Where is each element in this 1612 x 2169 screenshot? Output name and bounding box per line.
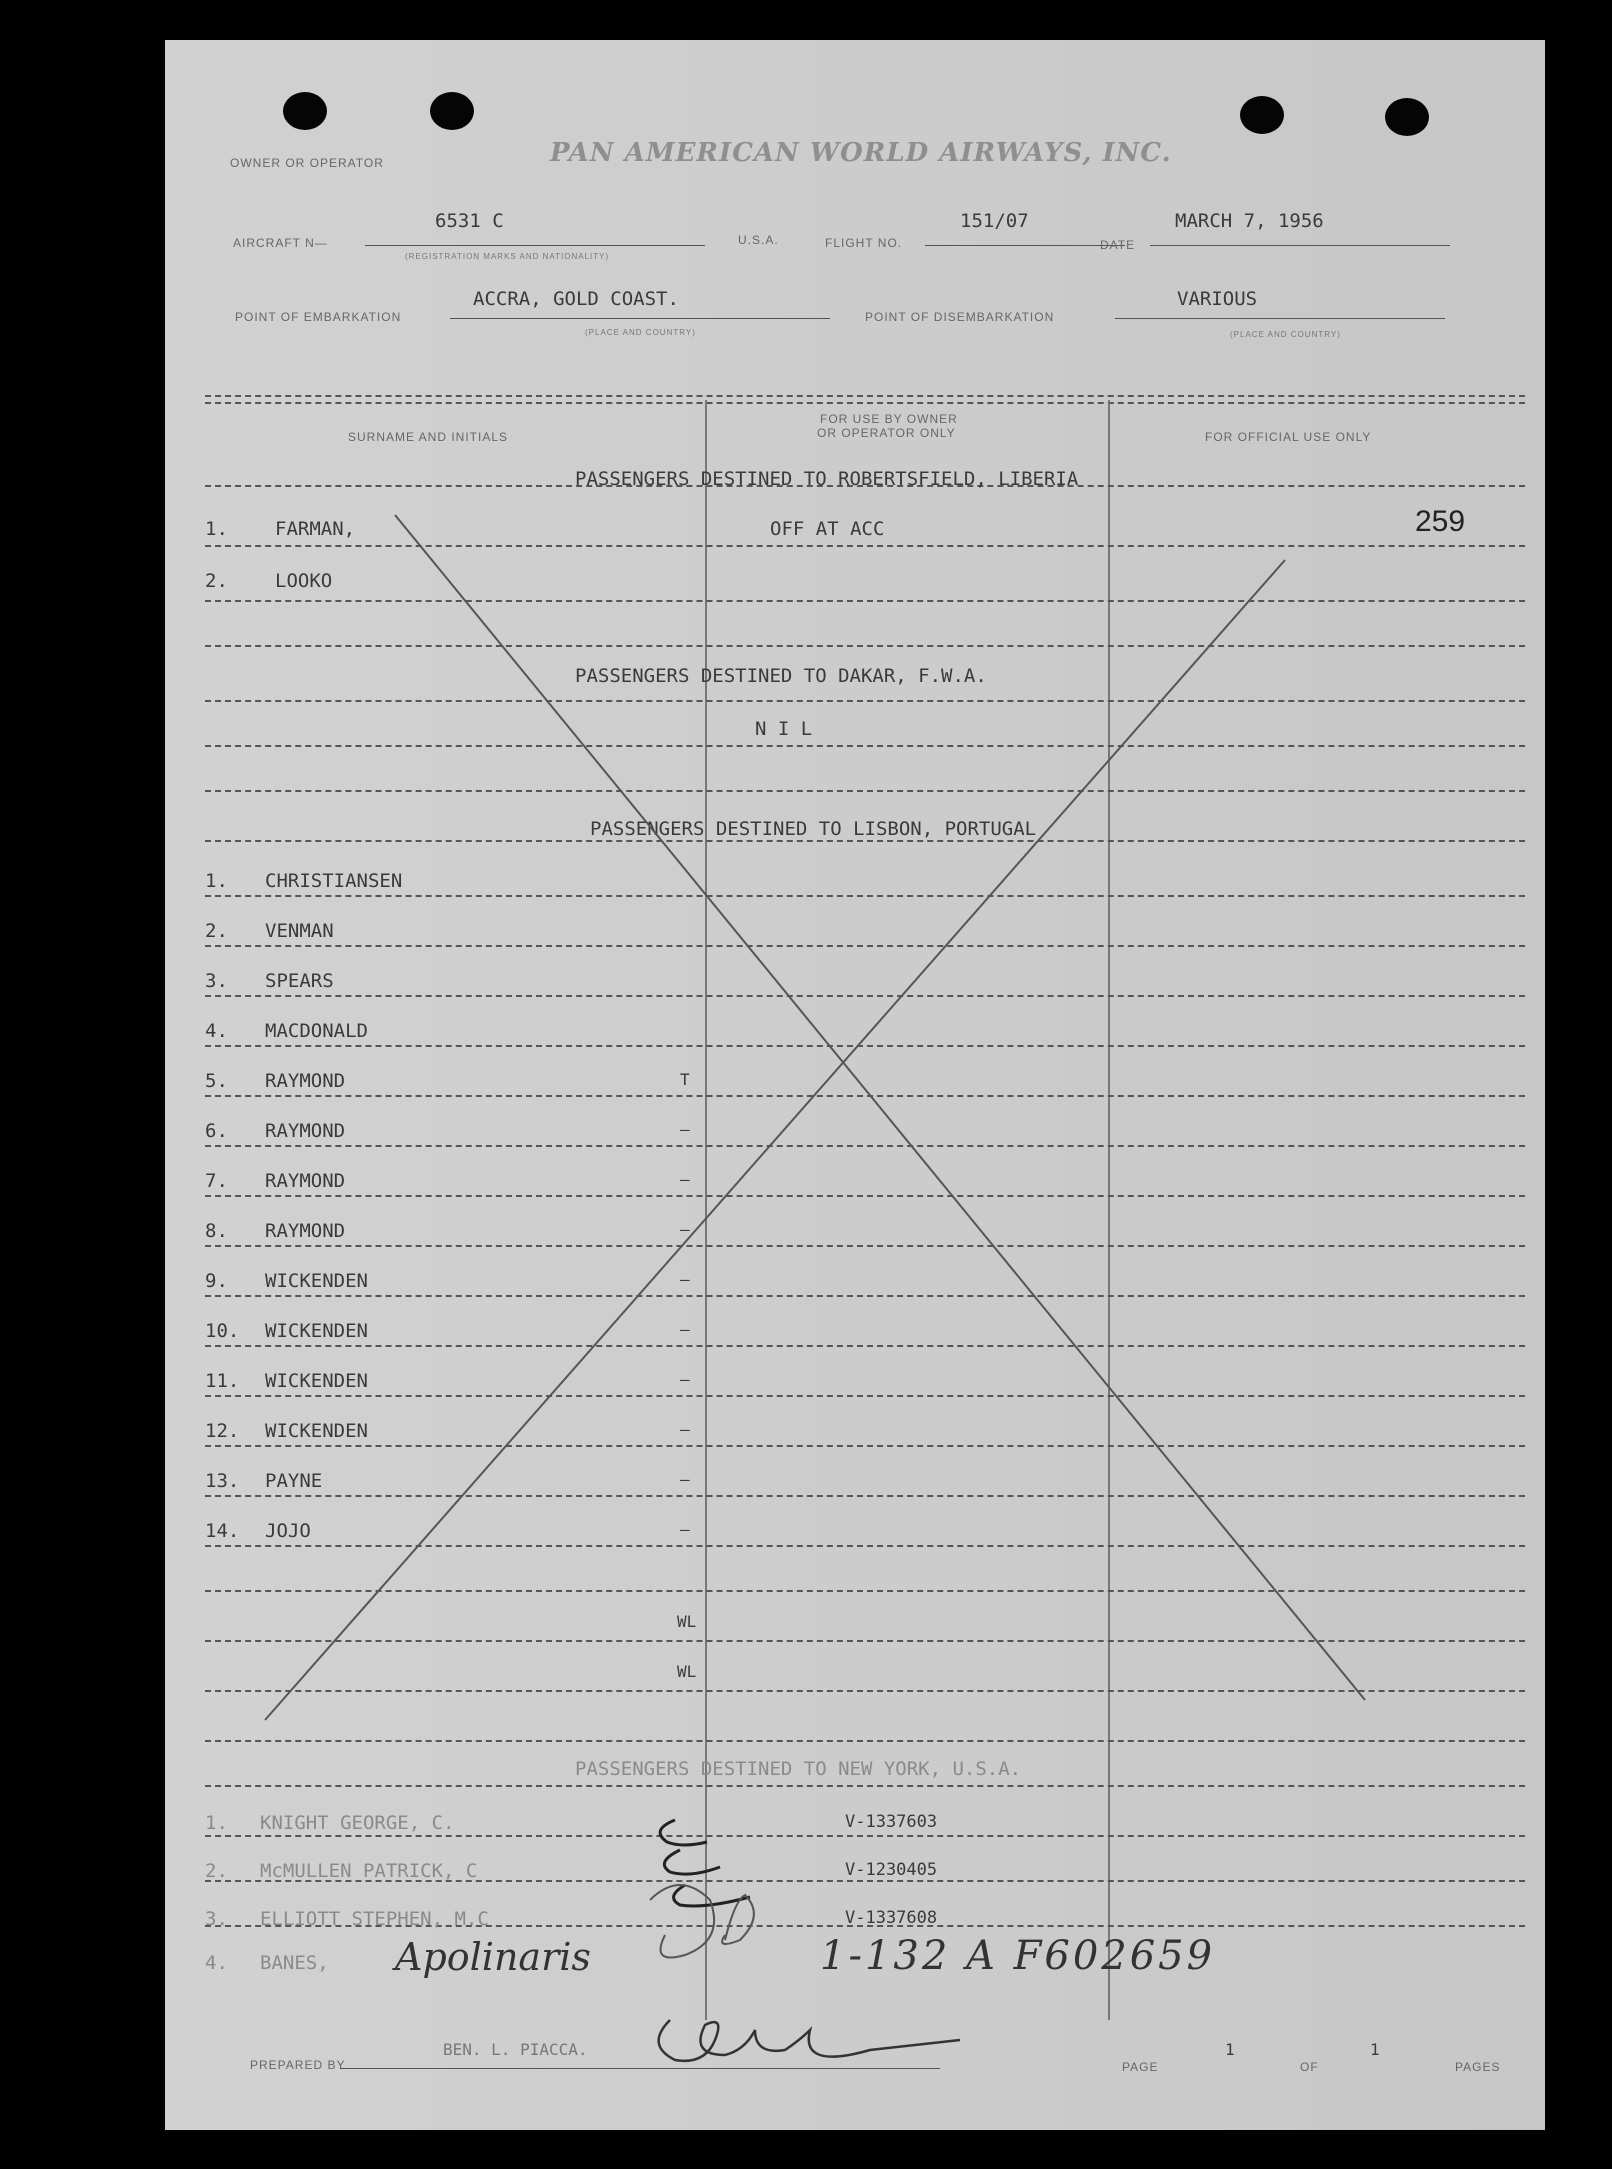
passenger-name: LOOKO — [275, 570, 333, 592]
passenger-name: BANES, — [260, 1952, 329, 1974]
handwritten-passport: 1-132 A F602659 — [820, 1933, 1216, 1979]
disembarkation-label: POINT OF DISEMBARKATION — [865, 310, 1055, 324]
embarkation-label: POINT OF EMBARKATION — [235, 310, 402, 324]
passenger-name: RAYMOND — [265, 1220, 346, 1242]
registration-sublabel: (REGISTRATION MARKS AND NATIONALITY) — [405, 252, 610, 261]
passenger-name: FARMAN, — [275, 518, 356, 540]
row-num: 1. — [205, 870, 228, 892]
row-num: 3. — [205, 1908, 228, 1930]
row-num: 13. — [205, 1470, 240, 1492]
pages-label: PAGES — [1455, 2060, 1501, 2074]
row-num: 2. — [205, 920, 228, 942]
owner-mark: T — [680, 1070, 690, 1089]
ticket-number: V-1230405 — [845, 1860, 938, 1880]
passenger-name: MACDONALD — [265, 1020, 368, 1042]
prepared-value: BEN. L. PIACCA. — [443, 2040, 588, 2059]
passenger-name: WICKENDEN — [265, 1370, 368, 1392]
usa-label: U.S.A. — [738, 233, 779, 247]
row-num: 2. — [205, 570, 228, 592]
signature — [659, 2020, 960, 2061]
passenger-name: CHRISTIANSEN — [265, 870, 403, 892]
passenger-name: VENMAN — [265, 920, 334, 942]
aircraft-label: AIRCRAFT N— — [233, 236, 328, 250]
wl-label: WL — [677, 1662, 697, 1681]
row-num: 8. — [205, 1220, 228, 1242]
col-owner-use-2: OR OPERATOR ONLY — [817, 426, 956, 440]
row-num: 6. — [205, 1120, 228, 1142]
col-official: FOR OFFICIAL USE ONLY — [1205, 430, 1372, 444]
handwritten-name: Apolinaris — [395, 1935, 591, 1979]
date-label: DATE — [1100, 238, 1136, 252]
section-lisbon: PASSENGERS DESTINED TO LISBON, PORTUGAL — [590, 818, 1037, 840]
flight-value: 151/07 — [960, 210, 1029, 232]
of-label: OF — [1300, 2060, 1319, 2074]
owner-mark: — — [680, 1320, 690, 1339]
passenger-name: ELLIOTT STEPHEN, M.C — [260, 1908, 489, 1930]
cross-out-stroke — [395, 515, 1365, 1700]
row-num: 14. — [205, 1520, 240, 1542]
row-num: 7. — [205, 1170, 228, 1192]
pages-value: 1 — [1370, 2040, 1380, 2059]
row-num: 4. — [205, 1020, 228, 1042]
manifest-page — [165, 40, 1545, 2130]
passenger-name: WICKENDEN — [265, 1320, 368, 1342]
passenger-name: SPEARS — [265, 970, 334, 992]
row-num: 1. — [205, 518, 228, 540]
owner-mark: — — [680, 1470, 690, 1489]
disembarkation-value: VARIOUS — [1177, 288, 1258, 310]
col-owner-use-1: FOR USE BY OWNER — [820, 412, 958, 426]
ticket-number: V-1337603 — [845, 1812, 938, 1832]
row-num: 9. — [205, 1270, 228, 1292]
owner-mark: — — [680, 1520, 690, 1539]
owner-note: OFF AT ACC — [770, 518, 885, 540]
embarkation-value: ACCRA, GOLD COAST. — [473, 288, 679, 310]
dakar-nil: N I L — [755, 718, 813, 740]
official-number: 259 — [1415, 505, 1466, 538]
airline-name: PAN AMERICAN WORLD AIRWAYS, INC. — [550, 138, 1172, 168]
passenger-name: RAYMOND — [265, 1120, 346, 1142]
row-num: 10. — [205, 1320, 240, 1342]
prepared-label: PREPARED BY — [250, 2058, 346, 2072]
aircraft-value: 6531 C — [435, 210, 504, 232]
section-dakar: PASSENGERS DESTINED TO DAKAR, F.W.A. — [575, 665, 987, 687]
flight-label: FLIGHT NO. — [825, 236, 903, 250]
passenger-name: KNIGHT GEORGE, C. — [260, 1812, 455, 1834]
col-surname: SURNAME AND INITIALS — [348, 430, 509, 444]
check-mark — [664, 1850, 720, 1874]
owner-label: OWNER OR OPERATOR — [230, 156, 384, 170]
owner-mark: — — [680, 1120, 690, 1139]
owner-mark: — — [680, 1220, 690, 1239]
owner-mark: — — [680, 1170, 690, 1189]
passenger-name: WICKENDEN — [265, 1420, 368, 1442]
ticket-number: V-1337608 — [845, 1908, 938, 1928]
passenger-name: JOJO — [265, 1520, 311, 1542]
page-label: PAGE — [1122, 2060, 1159, 2074]
row-num: 5. — [205, 1070, 228, 1092]
row-num: 1. — [205, 1812, 228, 1834]
passenger-name: WICKENDEN — [265, 1270, 368, 1292]
passenger-name: McMULLEN PATRICK, C — [260, 1860, 478, 1882]
passenger-name: RAYMOND — [265, 1070, 346, 1092]
pencil-marks — [165, 40, 1545, 2130]
row-num: 11. — [205, 1370, 240, 1392]
row-num: 3. — [205, 970, 228, 992]
initials-mark — [650, 1885, 754, 1958]
date-value: MARCH 7, 1956 — [1175, 210, 1324, 232]
row-num: 4. — [205, 1952, 228, 1974]
owner-mark: — — [680, 1370, 690, 1389]
row-num: 12. — [205, 1420, 240, 1442]
disembark-place-sublabel: (PLACE AND COUNTRY) — [1230, 330, 1341, 339]
check-mark — [660, 1820, 707, 1845]
owner-mark: — — [680, 1270, 690, 1289]
passenger-name: PAYNE — [265, 1470, 323, 1492]
passenger-name: RAYMOND — [265, 1170, 346, 1192]
cross-out-stroke — [265, 560, 1285, 1720]
embark-place-sublabel: (PLACE AND COUNTRY) — [585, 328, 696, 337]
wl-label: WL — [677, 1612, 697, 1631]
page-value: 1 — [1225, 2040, 1235, 2059]
row-num: 2. — [205, 1860, 228, 1882]
owner-mark: — — [680, 1420, 690, 1439]
section-robertsfield: PASSENGERS DESTINED TO ROBERTSFIELD, LIBERIA — [575, 468, 1079, 490]
section-newyork: PASSENGERS DESTINED TO NEW YORK, U.S.A. — [575, 1758, 1022, 1780]
